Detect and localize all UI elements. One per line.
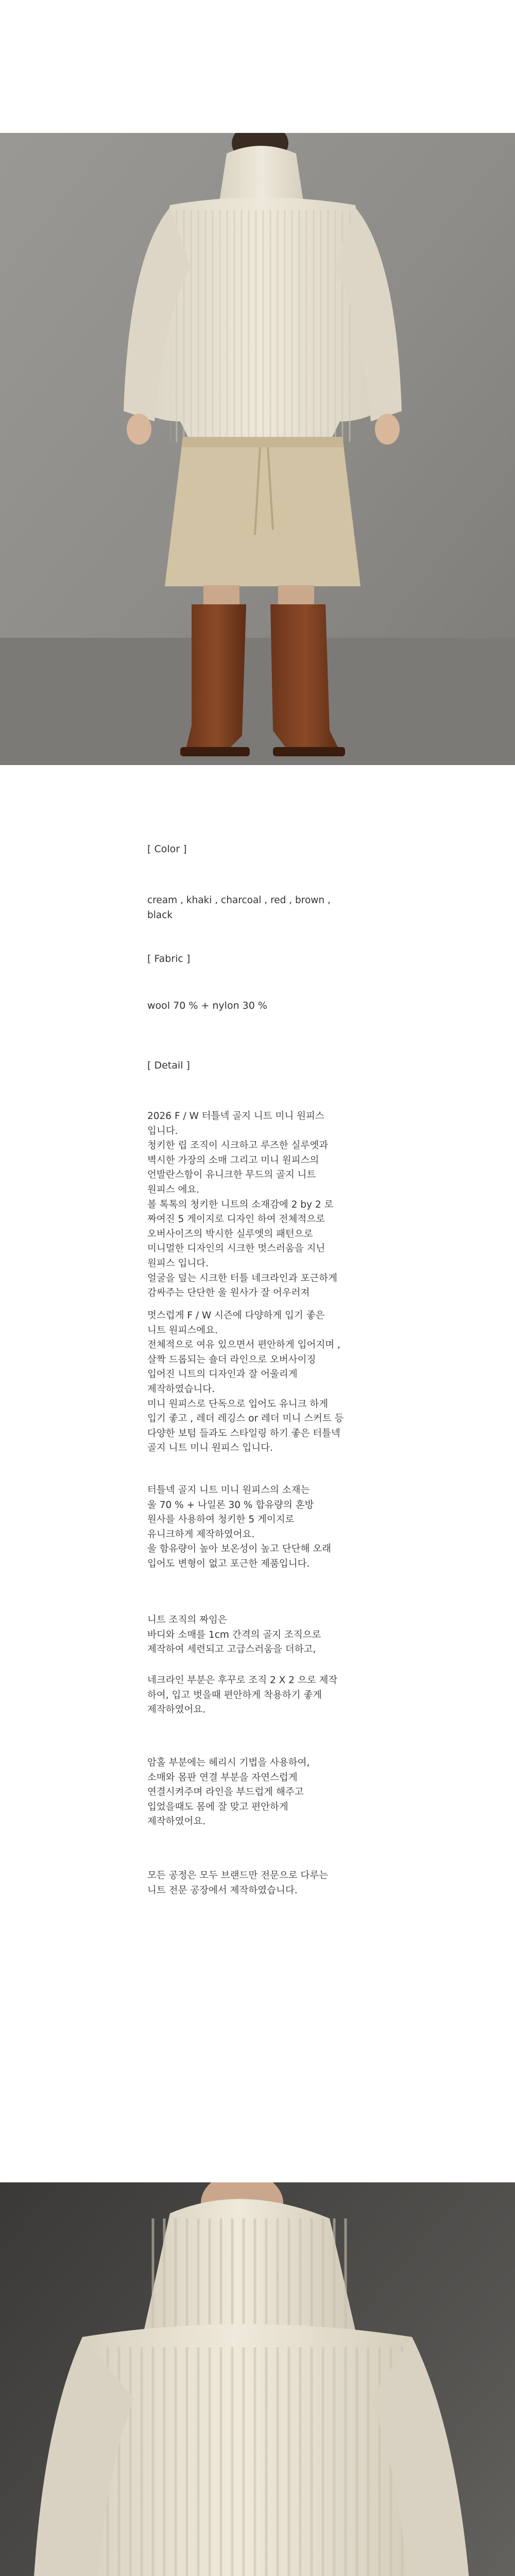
color-label: [ Color ] — [147, 843, 187, 855]
color-value: cream , khaki , charcoal , red , brown , black — [147, 895, 331, 921]
product-photo-turtleneck-closeup — [0, 2182, 515, 2576]
product-photo-full-look — [0, 133, 515, 765]
detail-label: [ Detail ] — [147, 1060, 190, 1071]
detail-paragraph-3: 터틀넥 골지 니트 미니 원피스의 소재는 울 70 % + 나일론 30 % 합유량의 혼방 원사를 사용하여 청키한 5 게이지로 유니크하게 제작하였어요. 울 함유량이 높아 보온성이 높고 단단해 오래 입어도 변형이 없고 포근한 제품입니다. — [147, 1485, 331, 1569]
detail-paragraph-2: 멋스럽게 F / W 시즌에 다양하게 입기 좋은 니트 원피스에요. 전체적으로 여유 있으면서 편안하게 입어지며 , 살짝 드롭되는 숄더 라인으로 오버사이징 입어진 니트의 디자인과 잘 어울리게 제작하였습니다. 미니 원피스로 단독으로 입어도 유니크 하게 입기 좋고 , 레더 레깅스 or 레더 미니 스커트 등 다양한 보텀 들과도 스타일링 하기 좋은 터틀넥 골지 니트 미니 원피스 입니다. — [147, 1310, 344, 1454]
detail-paragraph-6: 암홀 부분에는 헤리시 기법을 사용하여, 소매와 몸판 연결 부분을 자연스럽게 연결시켜주며 라인을 부드럽게 해주고 입었을때도 몸에 잘 맞고 편안하게 제작하였어요. — [147, 1757, 310, 1827]
detail-paragraph-5: 네크라인 부분은 후꾸로 조직 2 X 2 으로 제작 하여, 입고 벗을때 편안하게 착용하기 좋게 제작하였어요. — [147, 1675, 338, 1716]
fabric-label: [ Fabric ] — [147, 953, 191, 964]
detail-paragraph-1: 2026 F / W 터틀넥 골지 니트 미니 원피스 입니다. 청키한 립 조직이 시크하고 루즈한 실루엣과 벽시한 가장의 소매 그리고 미니 원피스의 언발란스함이 유니크한 무드의 골지 니트 원피스 에요. 볼 톡톡의 청키한 니트의 소재감에 2 by 2 로 짜여진 5 게이지로 디자인 하여 전체적으로 오버사이즈의 박시한 실루엣의 패턴으로 미니멀한 디자인의 시크한 멋스러움을 지닌 원피스 입니다. 얼굴을 덮는 시크한 터틀 네크라인과 포근하게 감싸주는 단단한 울 원사가 잘 어우러져 — [147, 1111, 337, 1299]
detail-paragraph-7: 모든 공정은 모두 브랜드만 전문으로 다루는 니트 전문 공장에서 제작하였습니다. — [147, 1870, 329, 1896]
detail-paragraph-4: 니트 조직의 짜임은 바디와 소매를 1cm 간격의 골지 조직으로 제작하여 세련되고 고급스러움을 더하고, — [147, 1615, 321, 1655]
fabric-value: wool 70 % + nylon 30 % — [147, 1000, 267, 1011]
